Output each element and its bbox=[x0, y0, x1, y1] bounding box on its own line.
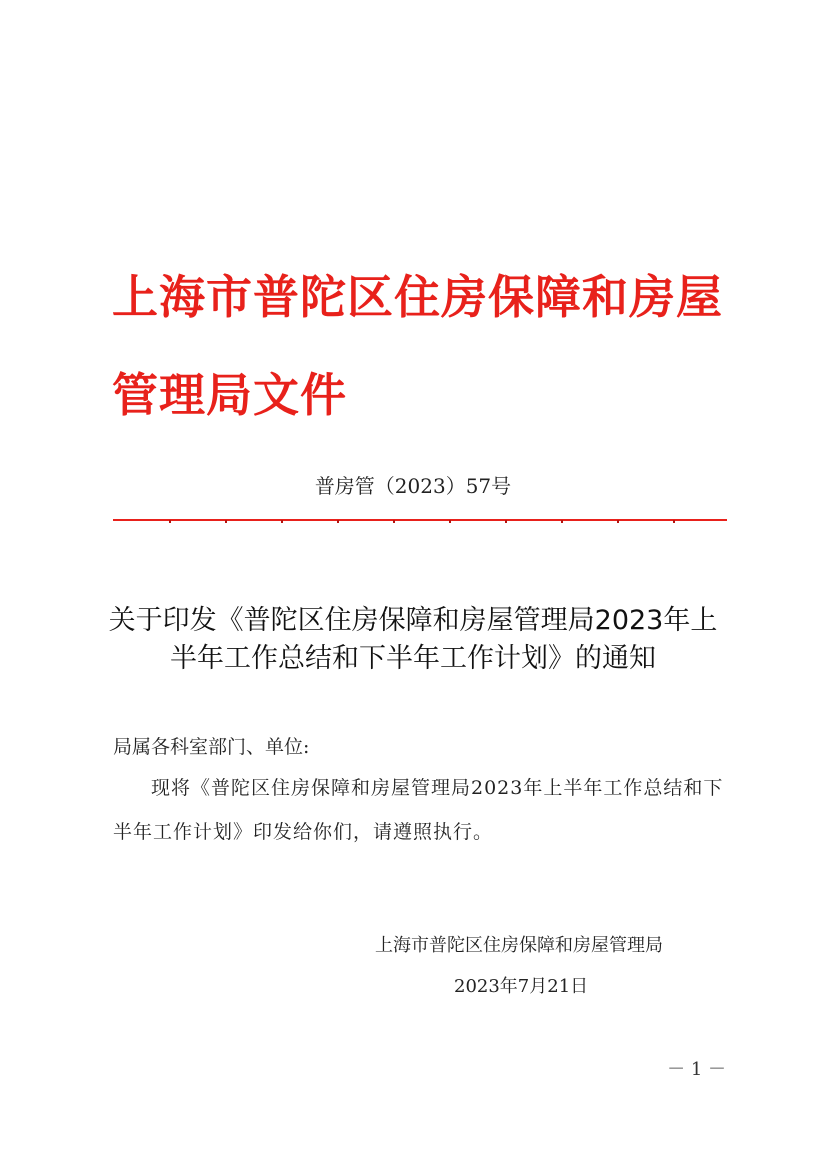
divider-tick bbox=[617, 520, 619, 523]
divider-tick bbox=[673, 520, 675, 523]
notice-body: 现将《普陀区住房保障和房屋管理局2023年上半年工作总结和下半年工作计划》印发给你们，请遵照执行。 bbox=[113, 777, 724, 843]
red-divider-line bbox=[113, 519, 727, 521]
divider-tick bbox=[337, 520, 339, 523]
divider-tick bbox=[505, 520, 507, 523]
document-number: 普房管（2023）57号 bbox=[314, 474, 512, 498]
notice-title: 关于印发《普陀区住房保障和房屋管理局2023年上半年工作总结和下半年工作计划》的通知 bbox=[108, 605, 718, 674]
issuer-signature: 上海市普陀区住房保障和房屋管理局 bbox=[375, 935, 663, 956]
divider-tick bbox=[281, 520, 283, 523]
divider-tick bbox=[169, 520, 171, 523]
divider-tick bbox=[449, 520, 451, 523]
masthead-title: 上海市普陀区住房保障和房屋管理局文件 bbox=[112, 270, 723, 422]
issue-date: 2023年7月21日 bbox=[454, 976, 589, 997]
divider-tick bbox=[225, 520, 227, 523]
recipient-line: 局属各科室部门、单位: bbox=[113, 736, 310, 758]
page-number: － 1 － bbox=[667, 1059, 726, 1080]
divider-tick bbox=[393, 520, 395, 523]
divider-tick bbox=[561, 520, 563, 523]
